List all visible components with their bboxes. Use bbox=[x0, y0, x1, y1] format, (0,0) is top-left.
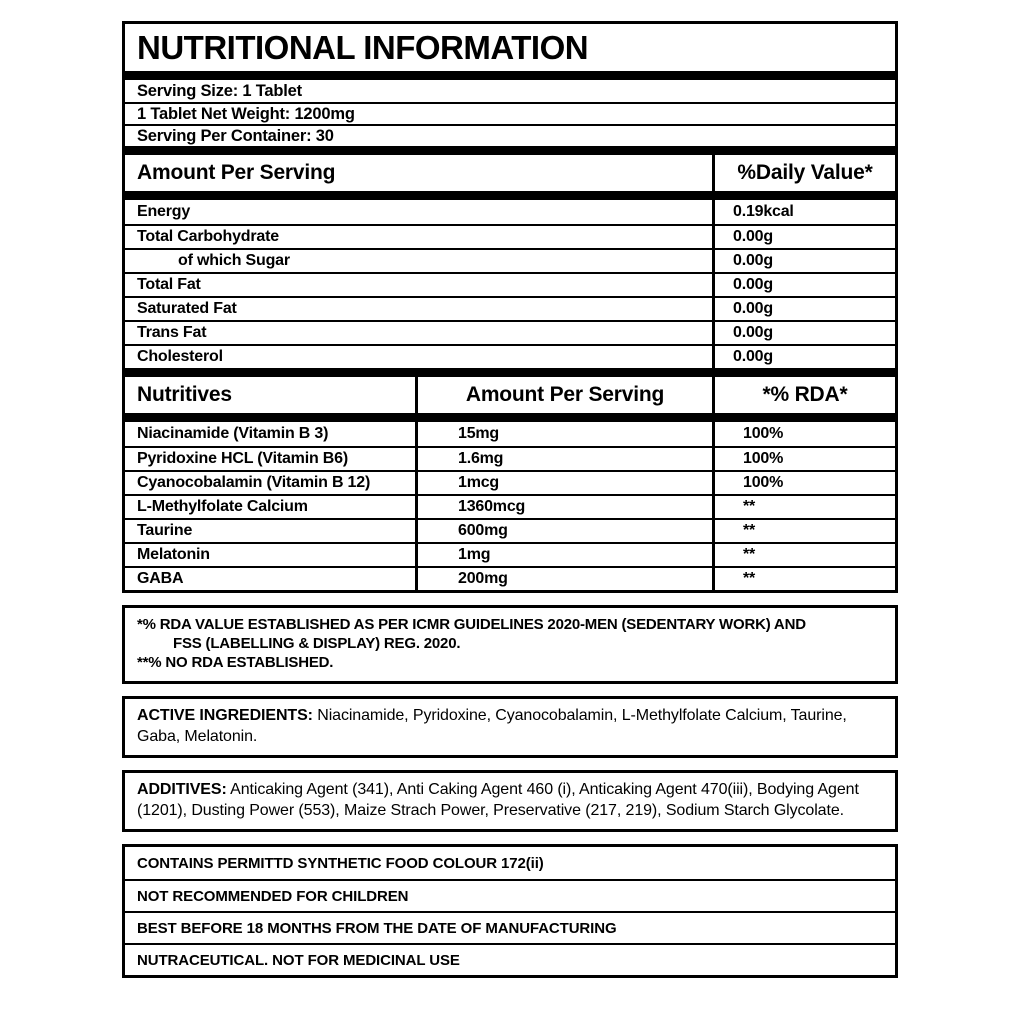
table-row bbox=[125, 272, 895, 296]
row-label: of which Sugar bbox=[178, 252, 290, 269]
row-value: 0.00g bbox=[712, 274, 895, 296]
nutritive-amount: 200mg bbox=[415, 568, 712, 590]
nutritive-rda: 100% bbox=[712, 472, 895, 494]
active-ingredients-text bbox=[137, 705, 883, 747]
row-value: 0.00g bbox=[712, 298, 895, 320]
table-row bbox=[125, 248, 895, 272]
daily-value-header-row bbox=[125, 155, 895, 191]
additives-text bbox=[137, 779, 883, 821]
table-row bbox=[125, 518, 895, 542]
nutrition-label bbox=[122, 21, 898, 978]
table-row bbox=[125, 446, 895, 470]
notice-row-best-before: BEST BEFORE 18 MONTHS FROM THE DATE OF MANUFACTURING bbox=[125, 911, 895, 943]
row-value: 0.00g bbox=[712, 346, 895, 368]
servings-per-container-row: Serving Per Container: 30 bbox=[125, 124, 895, 146]
net-weight-row: 1 Tablet Net Weight: 1200mg bbox=[125, 102, 895, 124]
serving-size-row: Serving Size: 1 Tablet bbox=[137, 81, 302, 100]
active-ingredients-list: Niacinamide, Pyridoxine, Cyanocobalamin, L-Methylfolate Calcium, Taurine, Gaba, Melatonin. bbox=[137, 707, 847, 745]
table-row bbox=[125, 542, 895, 566]
row-label: Trans Fat bbox=[137, 324, 207, 341]
notices-table bbox=[122, 844, 898, 978]
additives-label: ADDITIVES: bbox=[137, 781, 227, 798]
column-header-amount: Amount Per Serving bbox=[415, 377, 712, 413]
active-ingredients-box bbox=[122, 696, 898, 758]
nutritive-rda: 100% bbox=[712, 448, 895, 470]
thick-divider bbox=[125, 368, 895, 377]
rda-footnote-line-1: *% RDA VALUE ESTABLISHED AS PER ICMR GUIDELINES 2020-MEN (SEDENTARY WORK) AND bbox=[137, 616, 806, 633]
serving-info-group bbox=[125, 80, 895, 146]
additives-list: Anticaking Agent (341), Anti Caking Agent 460 (i), Anticaking Agent 470(iii), Bodying Agent (1201), Dusting Power (553), Maize Strach Power, Preservative (217, 219), Sodium Starch Glycolate. bbox=[137, 781, 859, 819]
nutritive-rda: ** bbox=[712, 520, 895, 542]
nutritive-amount: 15mg bbox=[415, 422, 712, 446]
table-row bbox=[125, 494, 895, 518]
nutritive-rda: ** bbox=[712, 544, 895, 566]
nutritive-amount: 1mg bbox=[415, 544, 712, 566]
table-row bbox=[125, 422, 895, 446]
row-value: 0.00g bbox=[712, 322, 895, 344]
table-row bbox=[125, 566, 895, 590]
thick-divider bbox=[125, 413, 895, 422]
nutritive-name: L-Methylfolate Calcium bbox=[137, 498, 308, 515]
table-row bbox=[125, 344, 895, 368]
notice-row-children: NOT RECOMMENDED FOR CHILDREN bbox=[125, 879, 895, 911]
nutritive-amount: 600mg bbox=[415, 520, 712, 542]
nutritive-name: GABA bbox=[137, 570, 184, 587]
row-label: Cholesterol bbox=[137, 348, 223, 365]
column-header-nutritives: Nutritives bbox=[137, 383, 232, 406]
page-title: NUTRITIONAL INFORMATION bbox=[137, 28, 589, 66]
notice-row-food-colour: CONTAINS PERMITTD SYNTHETIC FOOD COLOUR 172(ii) bbox=[137, 854, 544, 872]
table-row bbox=[125, 320, 895, 344]
nutritive-name: Cyanocobalamin (Vitamin B 12) bbox=[137, 474, 371, 491]
row-label: Total Carbohydrate bbox=[137, 228, 279, 245]
table-row bbox=[125, 224, 895, 248]
row-value: 0.19kcal bbox=[712, 200, 895, 224]
nutritive-name: Melatonin bbox=[137, 546, 210, 563]
row-value: 0.00g bbox=[712, 226, 895, 248]
row-label: Saturated Fat bbox=[137, 300, 237, 317]
table-row bbox=[125, 470, 895, 494]
notice-row-nutraceutical: NUTRACEUTICAL. NOT FOR MEDICINAL USE bbox=[125, 943, 895, 975]
table-row bbox=[125, 296, 895, 320]
nutritive-name: Taurine bbox=[137, 522, 193, 539]
row-label: Total Fat bbox=[137, 276, 201, 293]
daily-value-rows bbox=[125, 200, 895, 368]
table-row bbox=[125, 200, 895, 224]
rda-footnote-line-2: FSS (LABELLING & DISPLAY) REG. 2020. bbox=[173, 635, 461, 652]
column-header-daily-value: %Daily Value* bbox=[712, 155, 895, 191]
nutritive-name: Pyridoxine HCL (Vitamin B6) bbox=[137, 450, 348, 467]
nutritive-amount: 1360mcg bbox=[415, 496, 712, 518]
row-label: Energy bbox=[137, 203, 191, 220]
nutritive-rda: ** bbox=[712, 568, 895, 590]
thick-divider bbox=[125, 146, 895, 155]
column-header-rda: *% RDA* bbox=[712, 377, 895, 413]
thick-divider bbox=[125, 71, 895, 80]
nutritives-header-row bbox=[125, 377, 895, 413]
rda-footnote-line-3: **% NO RDA ESTABLISHED. bbox=[137, 654, 334, 671]
nutritive-name: Niacinamide (Vitamin B 3) bbox=[137, 425, 329, 442]
nutrition-facts-table bbox=[122, 21, 898, 593]
nutritive-rda: 100% bbox=[712, 422, 895, 446]
column-header-amount-per-serving: Amount Per Serving bbox=[137, 161, 336, 184]
rda-footnote-box bbox=[122, 605, 898, 684]
nutritive-amount: 1mcg bbox=[415, 472, 712, 494]
additives-box bbox=[122, 770, 898, 832]
nutritive-rda: ** bbox=[712, 496, 895, 518]
nutritives-rows bbox=[125, 422, 895, 590]
row-value: 0.00g bbox=[712, 250, 895, 272]
active-ingredients-label: ACTIVE INGREDIENTS: bbox=[137, 707, 313, 724]
nutritive-amount: 1.6mg bbox=[415, 448, 712, 470]
thick-divider bbox=[125, 191, 895, 200]
